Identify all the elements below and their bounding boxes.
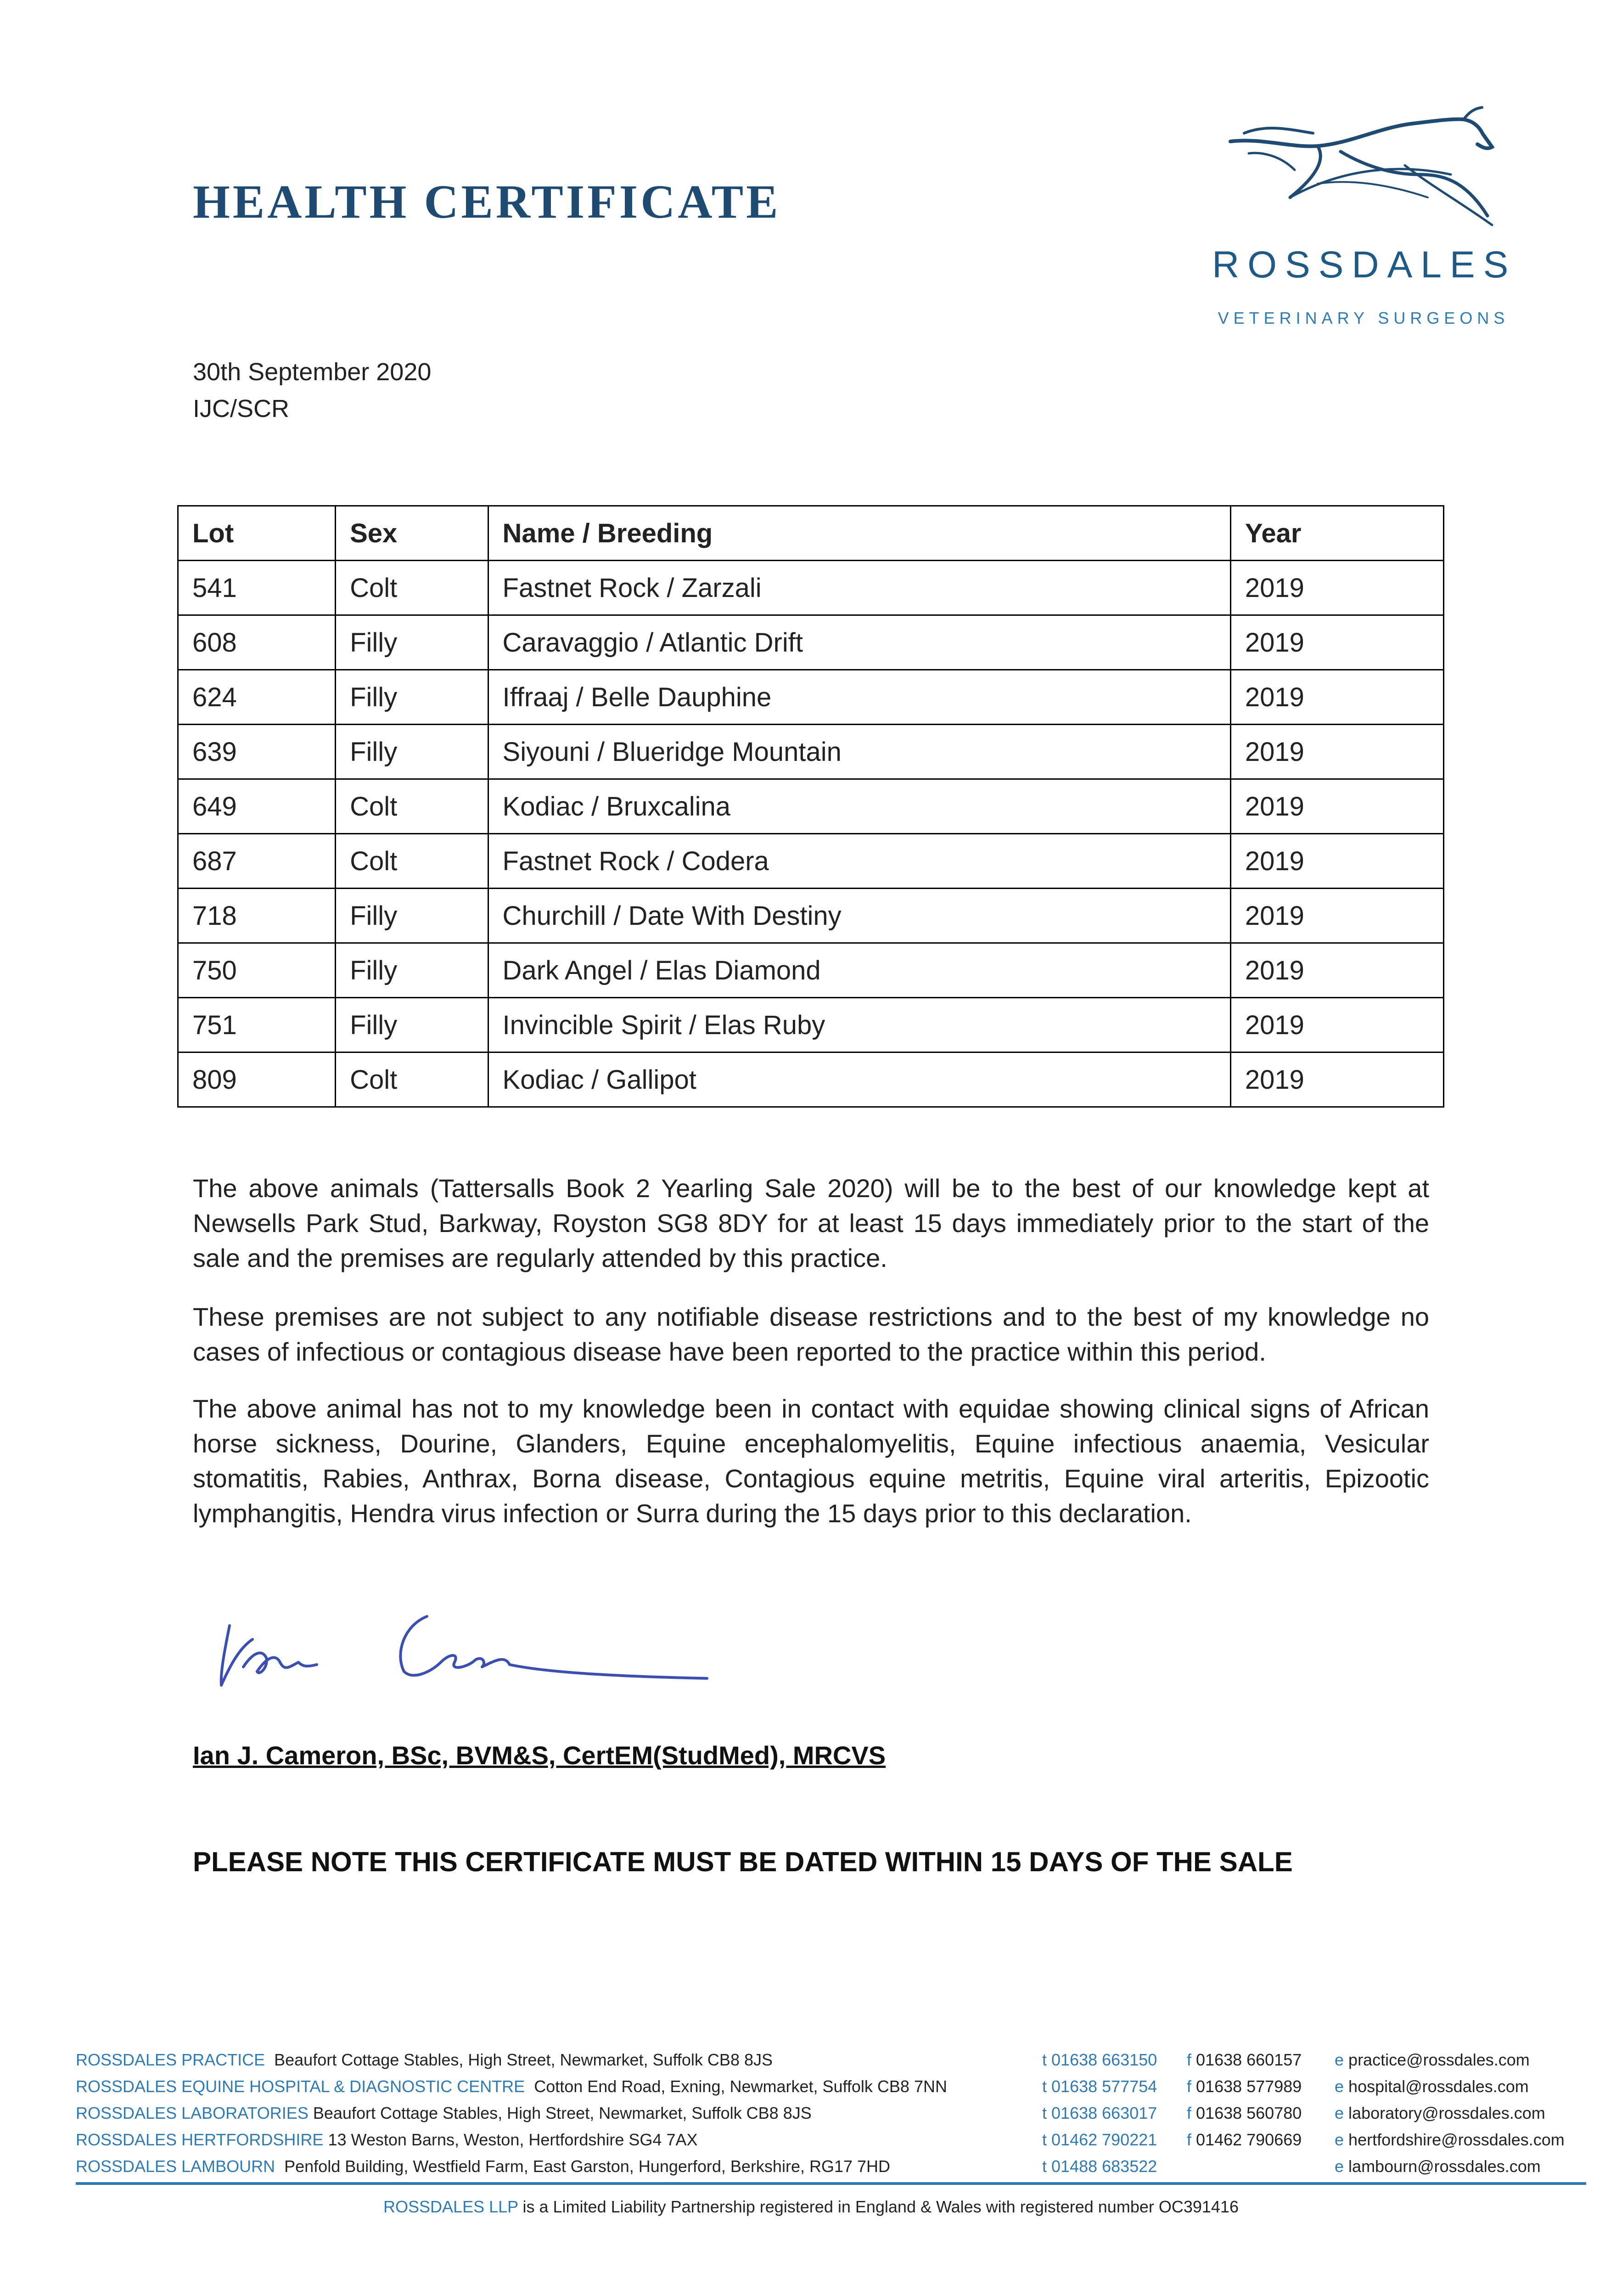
horse-logo-icon <box>1212 106 1515 335</box>
table-row <box>178 615 1444 670</box>
fax-prefix: f <box>1187 2050 1192 2069</box>
sex-cell: Filly <box>336 725 488 779</box>
office-email[interactable]: hertfordshire@rossdales.com <box>1348 2130 1565 2149</box>
lot-cell: 687 <box>178 834 336 889</box>
logo-wordmark: ROSSDALES <box>1212 244 1517 286</box>
year-cell: 2019 <box>1230 725 1443 779</box>
sex-cell: Colt <box>336 779 488 834</box>
office-name: ROSSDALES PRACTICE <box>76 2050 265 2069</box>
tel-prefix: t <box>1042 2050 1047 2069</box>
llp-name: ROSSDALES LLP <box>383 2197 518 2216</box>
reference-code: IJC/SCR <box>193 395 290 422</box>
office-name: ROSSDALES LAMBOURN <box>76 2157 275 2176</box>
sex-cell: Filly <box>336 670 488 725</box>
year-cell: 2019 <box>1230 670 1443 725</box>
footer-office-row <box>76 2157 1591 2183</box>
lot-cell: 718 <box>178 889 336 943</box>
office-email[interactable]: practice@rossdales.com <box>1348 2050 1530 2069</box>
table-row <box>178 1052 1444 1107</box>
name-cell: Fastnet Rock / Zarzali <box>488 561 1230 615</box>
table-row <box>178 725 1444 779</box>
name-cell: Caravaggio / Atlantic Drift <box>488 615 1230 670</box>
year-cell: 2019 <box>1230 1052 1443 1107</box>
sex-cell: Colt <box>336 561 488 615</box>
page-title: HEALTH CERTIFICATE <box>193 175 781 228</box>
signature-icon <box>211 1598 739 1713</box>
date-block <box>193 354 431 427</box>
lot-cell: 541 <box>178 561 336 615</box>
tel-prefix: t <box>1042 2077 1047 2096</box>
lot-cell: 608 <box>178 615 336 670</box>
header-lot: Lot <box>178 506 336 561</box>
office-name: ROSSDALES EQUINE HOSPITAL & DIAGNOSTIC CENTRE <box>76 2077 525 2096</box>
office-address: Penfold Building, Westfield Farm, East Garston, Hungerford, Berkshire, RG17 7HD <box>284 2157 891 2176</box>
table-row <box>178 998 1444 1052</box>
sex-cell: Filly <box>336 998 488 1052</box>
sex-cell: Filly <box>336 943 488 998</box>
office-fax: 01462 790669 <box>1196 2130 1302 2149</box>
office-tel: 01462 790221 <box>1051 2130 1157 2149</box>
name-cell: Iffraaj / Belle Dauphine <box>488 670 1230 725</box>
year-cell: 2019 <box>1230 779 1443 834</box>
name-cell: Invincible Spirit / Elas Ruby <box>488 998 1230 1052</box>
email-prefix: e <box>1335 2104 1344 2122</box>
year-cell: 2019 <box>1230 561 1443 615</box>
lot-cell: 639 <box>178 725 336 779</box>
email-prefix: e <box>1335 2050 1344 2069</box>
dating-notice: PLEASE NOTE THIS CERTIFICATE MUST BE DATED WITHIN 15 DAYS OF THE SALE <box>193 1846 1293 1877</box>
office-email[interactable]: lambourn@rossdales.com <box>1348 2157 1541 2176</box>
lot-cell: 750 <box>178 943 336 998</box>
header-name-breeding: Name / Breeding <box>488 506 1230 561</box>
year-cell: 2019 <box>1230 834 1443 889</box>
office-address: Beaufort Cottage Stables, High Street, Newmarket, Suffolk CB8 8JS <box>274 2050 773 2069</box>
office-email[interactable]: hospital@rossdales.com <box>1348 2077 1529 2096</box>
office-address: 13 Weston Barns, Weston, Hertfordshire SG4 7AX <box>328 2130 698 2149</box>
footer-office-row <box>76 2104 1591 2130</box>
office-tel: 01638 663150 <box>1051 2050 1157 2069</box>
office-address: Beaufort Cottage Stables, High Street, Newmarket, Suffolk CB8 8JS <box>313 2104 812 2122</box>
year-cell: 2019 <box>1230 615 1443 670</box>
sex-cell: Colt <box>336 834 488 889</box>
name-cell: Fastnet Rock / Codera <box>488 834 1230 889</box>
tel-prefix: t <box>1042 2130 1047 2149</box>
horses-table <box>177 505 1444 1108</box>
fax-prefix: f <box>1187 2130 1192 2149</box>
declaration-paragraph-2: These premises are not subject to any notifiable disease restrictions and to the best of my knowledge no cases of infectious or contagious disease have been reported to the practice within this period. <box>193 1302 1429 1366</box>
header-sex: Sex <box>336 506 488 561</box>
email-prefix: e <box>1335 2130 1344 2149</box>
office-fax: 01638 560780 <box>1196 2104 1302 2122</box>
table-row <box>178 889 1444 943</box>
table-row <box>178 834 1444 889</box>
year-cell: 2019 <box>1230 998 1443 1052</box>
office-tel: 01638 577754 <box>1051 2077 1157 2096</box>
lot-cell: 751 <box>178 998 336 1052</box>
table-row <box>178 561 1444 615</box>
tel-prefix: t <box>1042 2104 1047 2122</box>
sex-cell: Filly <box>336 889 488 943</box>
name-cell: Dark Angel / Elas Diamond <box>488 943 1230 998</box>
lot-cell: 624 <box>178 670 336 725</box>
footer-office-row <box>76 2077 1591 2104</box>
header-year: Year <box>1230 506 1443 561</box>
name-cell: Siyouni / Blueridge Mountain <box>488 725 1230 779</box>
table-header-row <box>178 506 1444 561</box>
name-cell: Kodiac / Gallipot <box>488 1052 1230 1107</box>
declaration-paragraph-1: The above animals (Tattersalls Book 2 Yearling Sale 2020) will be to the best of our knowledge kept at Newsells Park Stud, Barkway, Royston SG8 8DY for at least 15 days immediately prior to the start of the sale and the premises are regularly attended by this practice. <box>193 1174 1429 1272</box>
lot-cell: 649 <box>178 779 336 834</box>
office-address: Cotton End Road, Exning, Newmarket, Suffolk CB8 7NN <box>534 2077 947 2096</box>
sex-cell: Filly <box>336 615 488 670</box>
footer-office-row <box>76 2050 1591 2077</box>
llp-statement <box>0 2197 1622 2217</box>
year-cell: 2019 <box>1230 889 1443 943</box>
name-cell: Kodiac / Bruxcalina <box>488 779 1230 834</box>
table-row <box>178 670 1444 725</box>
name-cell: Churchill / Date With Destiny <box>488 889 1230 943</box>
tel-prefix: t <box>1042 2157 1047 2176</box>
declaration-paragraph-3: The above animal has not to my knowledge been in contact with equidae showing clinical signs of African horse sickness, Dourine, Glanders, Equine encephalomyelitis, Equine infectious anaemia, Vesicular stomatitis, Rabies, Anthrax, Borna disease, Contagious equine metritis, Equine viral arteritis, Epizootic lymphangitis, Hendra virus infection or Surra during the 15 days prior to this declaration. <box>193 1394 1429 1528</box>
footer-office-row <box>76 2130 1591 2157</box>
year-cell: 2019 <box>1230 943 1443 998</box>
lot-cell: 809 <box>178 1052 336 1107</box>
logo-subtitle: VETERINARY SURGEONS <box>1218 309 1510 327</box>
office-fax: 01638 660157 <box>1196 2050 1302 2069</box>
email-prefix: e <box>1335 2077 1344 2096</box>
office-tel: 01488 683522 <box>1051 2157 1157 2176</box>
office-email[interactable]: laboratory@rossdales.com <box>1348 2104 1545 2122</box>
office-name: ROSSDALES LABORATORIES <box>76 2104 309 2122</box>
email-prefix: e <box>1335 2157 1344 2176</box>
table-row <box>178 943 1444 998</box>
fax-prefix: f <box>1187 2077 1192 2096</box>
office-name: ROSSDALES HERTFORDSHIRE <box>76 2130 324 2149</box>
sex-cell: Colt <box>336 1052 488 1107</box>
office-fax: 01638 577989 <box>1196 2077 1302 2096</box>
llp-text: is a Limited Liability Partnership registered in England & Wales with registered number OC391416 <box>522 2197 1239 2216</box>
table-row <box>178 779 1444 834</box>
fax-prefix: f <box>1187 2104 1192 2122</box>
certificate-date: 30th September 2020 <box>193 358 432 386</box>
signer-name: Ian J. Cameron, BSc, BVM&S, CertEM(StudMed), MRCVS <box>193 1741 886 1770</box>
office-tel: 01638 663017 <box>1051 2104 1157 2122</box>
footer-divider <box>76 2182 1586 2185</box>
